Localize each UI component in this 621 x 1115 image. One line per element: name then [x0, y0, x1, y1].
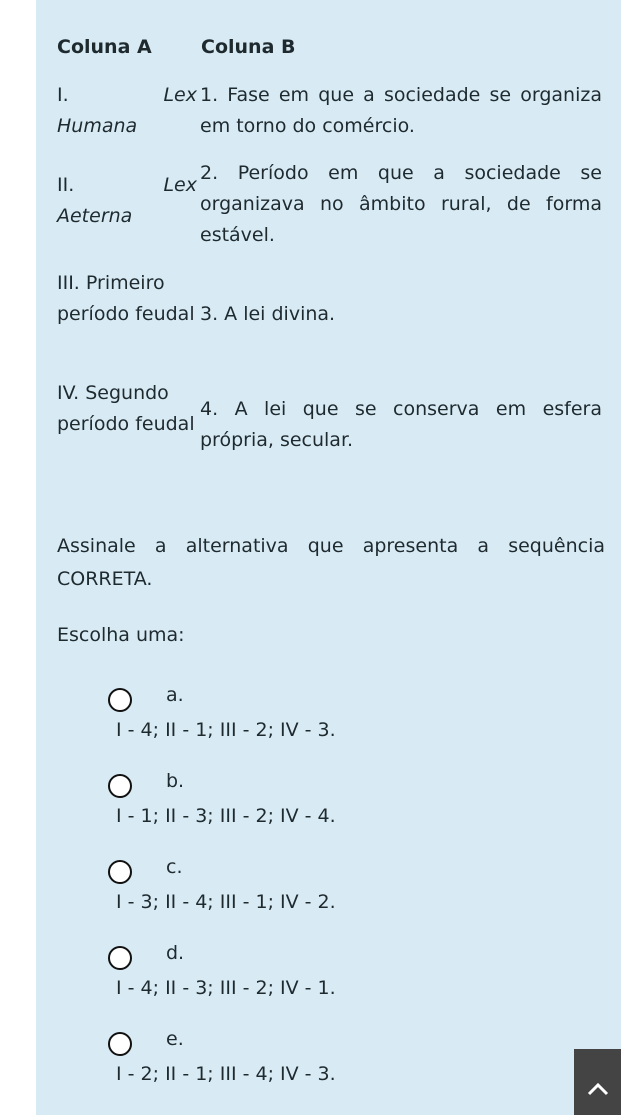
- radio-button[interactable]: [108, 688, 132, 712]
- column-a-cell: [57, 170, 197, 232]
- roman-numeral: I.: [57, 84, 69, 106]
- radio-button[interactable]: [108, 774, 132, 798]
- column-b-header: Coluna B: [201, 36, 296, 58]
- option-letter: e.: [166, 1028, 184, 1050]
- lex-label: Lex: [163, 84, 197, 106]
- roman-numeral: II.: [57, 174, 75, 196]
- column-a-cell: IV. Segundo período feudal: [57, 382, 195, 435]
- question-text: Assinale a alternativa que apresenta a sequência CORRETA.: [57, 535, 605, 590]
- table-header: [57, 36, 617, 62]
- option-letter: b.: [166, 770, 185, 792]
- option-text: I - 2; II - 1; III - 4; IV - 3.: [116, 1063, 336, 1085]
- column-a-cell: [57, 80, 197, 142]
- item-number: 1.: [200, 84, 219, 106]
- radio-button[interactable]: [108, 946, 132, 970]
- option-text: I - 4; II - 1; III - 2; IV - 3.: [116, 719, 336, 741]
- option-letter: a.: [166, 684, 184, 706]
- item-text: Período em que a sociedade se organizava no âmbito rural, de forma estável.: [200, 162, 602, 246]
- option-letter: d.: [166, 942, 185, 964]
- option-text: I - 4; II - 3; III - 2; IV - 1.: [116, 977, 336, 999]
- lex-name: Humana: [57, 115, 138, 137]
- option-letter: c.: [166, 856, 183, 878]
- radio-button[interactable]: [108, 1032, 132, 1056]
- column-a-cell: III. Primeiro período feudal: [57, 272, 195, 325]
- radio-button[interactable]: [108, 860, 132, 884]
- option-e[interactable]: [108, 1028, 528, 1108]
- option-text: I - 3; II - 4; III - 1; IV - 2.: [116, 891, 336, 913]
- column-b-cell: 3. A lei divina.: [200, 303, 336, 325]
- column-b-cell: [200, 158, 602, 251]
- column-a-header: Coluna A: [57, 36, 152, 58]
- choose-label: Escolha uma:: [57, 624, 185, 646]
- item-number: 2.: [200, 162, 219, 184]
- lex-name: Aeterna: [57, 205, 133, 227]
- option-d[interactable]: [108, 942, 528, 1022]
- column-b-cell: 4. A lei que se conserva em esfera própria, secular.: [200, 398, 602, 451]
- option-c[interactable]: [108, 856, 528, 936]
- item-text: Fase em que a sociedade se organiza em torno do comércio.: [200, 84, 602, 137]
- column-b-cell: [200, 80, 602, 142]
- option-a[interactable]: [108, 684, 528, 764]
- option-b[interactable]: [108, 770, 528, 850]
- scroll-to-top-button[interactable]: [574, 1049, 621, 1115]
- option-text: I - 1; II - 3; III - 2; IV - 4.: [116, 805, 336, 827]
- chevron-up-icon: [587, 1082, 609, 1096]
- lex-label: Lex: [163, 174, 197, 196]
